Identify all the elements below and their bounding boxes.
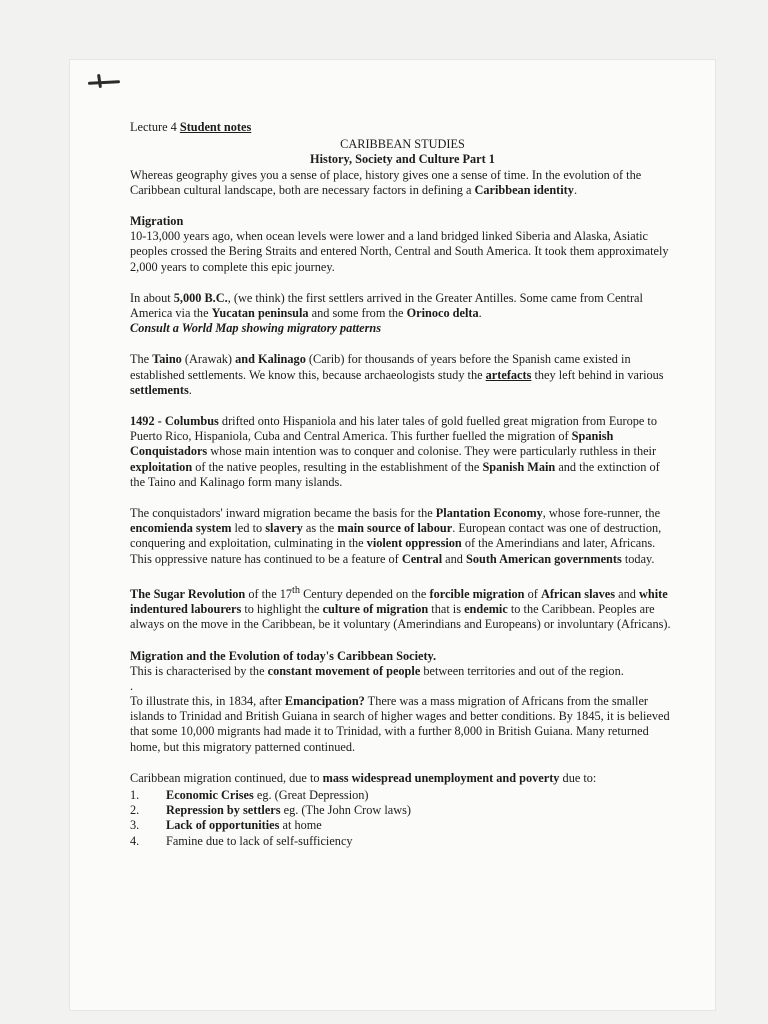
settlers-paragraph: In about 5,000 B.C., (we think) the first settlers arrived in the Greater Antilles. Some came from Central America via the Yucatan peninsula and some from the Orinoco delta. bbox=[130, 290, 643, 321]
list-item: 4. Famine due to lack of self-sufficiency bbox=[130, 833, 353, 848]
sugar-revolution-paragraph: The Sugar Revolution of the 17th Century depended on the forcible migration of African slaves and white indentured labourers to highlight the culture of migration that is endemic to the Caribbean. Peoples are always on the move in the Caribbean, be it voluntary (Amerindians and Europeans) or involuntary (Africans). bbox=[130, 584, 671, 632]
list-item: 2. Repression by settlers eg. (The John Crow laws) bbox=[130, 803, 412, 818]
page-subtitle: History, Society and Culture Part 1 bbox=[310, 152, 495, 167]
continued-paragraph: Caribbean migration continued, due to mass widespread unemployment and poverty due to: bbox=[130, 770, 597, 785]
columbus-paragraph: 1492 - Columbus drifted onto Hispaniola and his later tales of gold fuelled great migration from Europe to Puerto Rico, Hispaniola, Cuba and Central America. This further fuelled the migration of Spanish Conquistadors whose main intention was to conquer and colonise. They were particularly ruthless in their exploitation of the native peoples, resulting in the establishment of the Spanish Main and the extinction of the Taino and Kalinago form many islands. bbox=[130, 414, 660, 489]
list-item: 3. Lack of opportunities at home bbox=[130, 818, 322, 833]
emancipation-paragraph: To illustrate this, in 1834, after Emancipation? There was a mass migration of Africans from the smaller islands to Trinidad and British Guiana in search of higher wages and better conditions. By 1845, it is believed that some 10,000 migrants had made it to Trinidad, with a further 8,000 in British Guiana. Many returned home, but this migratory patterned continued. bbox=[130, 693, 670, 754]
stray-mark: . bbox=[130, 678, 134, 693]
evolution-heading: Migration and the Evolution of today's Caribbean Society. bbox=[130, 648, 437, 663]
migration-paragraph: 10-13,000 years ago, when ocean levels were lower and a land bridged linked Siberia and Alaska, Asiatic peoples crossed the Bering Straits and entered North, Central and South America. It took them approximately 2,000 years to complete this epic journey. bbox=[130, 229, 669, 274]
intro-paragraph: Whereas geography gives you a sense of place, history gives one a sense of time. In the evolution of the Caribbean cultural landscape, both are necessary factors in defining a Caribbean identity. bbox=[130, 167, 642, 197]
course-title: CARIBBEAN STUDIES bbox=[340, 137, 465, 152]
conquistadors-paragraph: The conquistadors' inward migration became the basis for the Plantation Economy, whose fore-runner, the encomienda system led to slavery as the main source of labour. European contact was one of destruction, conquering and exploitation, culminating in the violent oppression of the Amerindians and later, Africans. This oppressive nature has continued to be a feature of Central and South American governments today. bbox=[130, 506, 662, 566]
consult-map-note: Consult a World Map showing migratory patterns bbox=[130, 321, 382, 336]
lecture-line bbox=[130, 120, 675, 135]
lecture-label: Lecture 4 bbox=[130, 120, 177, 134]
notes-body bbox=[130, 120, 675, 849]
list-item: 1. Economic Crises eg. (Great Depression) bbox=[130, 788, 369, 802]
migration-heading: Migration bbox=[130, 214, 184, 229]
taino-paragraph: The Taino (Arawak) and Kalinago (Carib) for thousands of years before the Spanish came existed in established settlements. We know this, because archaeologists study the artefacts they left behind in various settlements. bbox=[130, 352, 664, 397]
evolution-paragraph: This is characterised by the constant movement of people between territories and out of the region. bbox=[130, 663, 624, 678]
causes-list bbox=[130, 788, 675, 849]
student-notes-label: Student notes bbox=[179, 120, 252, 134]
